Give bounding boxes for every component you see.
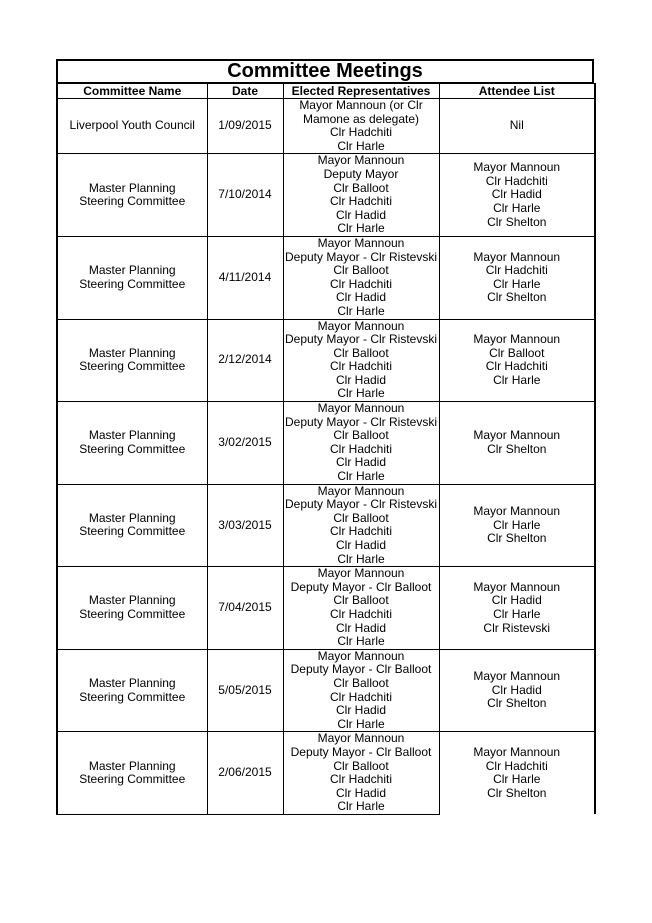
- elected-representatives-cell: [283, 649, 439, 732]
- attendee-name: Clr Shelton: [487, 785, 547, 800]
- attendee-name: Clr Harle: [493, 276, 541, 291]
- date-cell: 4/11/2014: [207, 236, 283, 319]
- representative-name: Mayor Mannoun: [317, 401, 405, 416]
- meetings-table-body: [57, 99, 595, 815]
- representative-name: Mayor Mannoun: [317, 153, 405, 168]
- representative-name: Clr Balloot: [333, 180, 389, 195]
- table-row: [57, 402, 595, 485]
- representative-name: Clr Balloot: [333, 428, 389, 443]
- attendee-list-cell: [439, 402, 595, 485]
- header-committee-name: Committee Name: [57, 84, 207, 99]
- representative-name: Clr Hadid: [335, 290, 386, 305]
- representative-name: Clr Balloot: [333, 345, 389, 360]
- attendee-name: Nil: [509, 118, 524, 133]
- representative-name: Clr Hadid: [335, 372, 386, 387]
- representative-name: Deputy Mayor - Clr Balloot: [290, 662, 432, 677]
- attendee-name: Mayor Mannoun: [473, 745, 561, 760]
- representative-name: Mayor Mannoun: [317, 648, 405, 663]
- representative-name: Clr Hadchiti: [329, 359, 392, 374]
- header-attendee-list: Attendee List: [439, 84, 595, 99]
- representative-name: Clr Hadchiti: [329, 689, 392, 704]
- elected-representatives-cell: [283, 154, 439, 237]
- attendee-name: Mayor Mannoun: [473, 669, 561, 684]
- representative-name: Clr Hadchiti: [329, 772, 392, 787]
- attendee-name: Clr Shelton: [487, 696, 547, 711]
- representative-name: Clr Harle: [337, 138, 385, 153]
- representative-name: Clr Harle: [337, 634, 385, 649]
- attendee-name: Mayor Mannoun: [473, 579, 561, 594]
- elected-representatives-cell: [283, 567, 439, 650]
- attendee-name: Clr Harle: [493, 517, 541, 532]
- attendee-name: Clr Hadid: [491, 187, 542, 202]
- representative-name: Mayor Mannoun: [317, 318, 405, 333]
- representative-name: Mamone as delegate): [302, 111, 420, 126]
- attendee-list-cell: [439, 484, 595, 567]
- representative-name: Deputy Mayor - Clr Ristevski: [284, 497, 438, 512]
- representative-name: Clr Balloot: [333, 593, 389, 608]
- committee-name-cell: Master Planning Steering Committee: [57, 567, 207, 650]
- committee-name-cell: Master Planning Steering Committee: [57, 402, 207, 485]
- attendee-name: Clr Balloot: [489, 345, 545, 360]
- attendee-name: Clr Shelton: [487, 290, 547, 305]
- representative-name: Clr Harle: [337, 469, 385, 484]
- attendee-list-cell: [439, 567, 595, 650]
- committee-meetings-sheet: [56, 59, 594, 815]
- attendee-name: Clr Hadchiti: [485, 359, 548, 374]
- representative-name: Mayor Mannoun (or Clr: [299, 98, 423, 112]
- elected-representatives-cell: [283, 732, 439, 815]
- representative-name: Clr Balloot: [333, 510, 389, 525]
- attendee-name: Mayor Mannoun: [473, 332, 561, 347]
- representative-name: Clr Harle: [337, 221, 385, 236]
- representative-name: Clr Harle: [337, 799, 385, 814]
- committee-name-cell: Master Planning Steering Committee: [57, 236, 207, 319]
- elected-representatives-cell: [283, 484, 439, 567]
- page-title: Committee Meetings: [56, 59, 594, 83]
- elected-representatives-cell: [283, 402, 439, 485]
- representative-name: Clr Hadid: [335, 455, 386, 470]
- elected-representatives-cell: [283, 319, 439, 402]
- representative-name: Clr Balloot: [333, 758, 389, 773]
- representative-name: Deputy Mayor - Clr Balloot: [290, 744, 432, 759]
- table-row: [57, 319, 595, 402]
- table-row: [57, 236, 595, 319]
- committee-name-cell: Master Planning Steering Committee: [57, 649, 207, 732]
- table-row: [57, 732, 595, 815]
- attendee-name: Clr Hadchiti: [485, 173, 548, 188]
- representative-name: Clr Hadchiti: [329, 194, 392, 209]
- date-cell: 1/09/2015: [207, 99, 283, 154]
- attendee-name: Clr Shelton: [487, 214, 547, 229]
- representative-name: Clr Hadid: [335, 207, 386, 222]
- representative-name: Clr Harle: [337, 386, 385, 401]
- representative-name: Clr Hadid: [335, 538, 386, 552]
- table-row: [57, 99, 595, 154]
- table-row: [57, 154, 595, 237]
- representative-name: Clr Harle: [337, 303, 385, 318]
- representative-name: Clr Balloot: [333, 263, 389, 278]
- representative-name: Clr Hadchiti: [329, 606, 392, 621]
- attendee-list-cell: [439, 236, 595, 319]
- elected-representatives-cell: [283, 99, 439, 154]
- representative-name: Mayor Mannoun: [317, 235, 405, 250]
- attendee-name: Clr Hadid: [491, 682, 542, 697]
- representative-name: Clr Harle: [337, 716, 385, 731]
- committee-name-cell: Master Planning Steering Committee: [57, 732, 207, 815]
- representative-name: Deputy Mayor - Clr Ristevski: [284, 414, 438, 429]
- representative-name: Deputy Mayor - Clr Ristevski: [284, 332, 438, 347]
- representative-name: Clr Hadchiti: [329, 524, 392, 539]
- attendee-name: Clr Harle: [493, 772, 541, 787]
- attendee-name: Mayor Mannoun: [473, 504, 561, 519]
- representative-name: Deputy Mayor - Clr Ristevski: [284, 249, 438, 264]
- attendee-name: Mayor Mannoun: [473, 160, 561, 175]
- committee-name-cell: Master Planning Steering Committee: [57, 154, 207, 237]
- attendee-list-cell: [439, 154, 595, 237]
- meetings-table: [56, 83, 596, 815]
- attendee-name: Mayor Mannoun: [473, 249, 561, 264]
- representative-name: Clr Balloot: [333, 675, 389, 690]
- table-row: [57, 567, 595, 650]
- attendee-name: Clr Harle: [493, 200, 541, 215]
- representative-name: Clr Hadid: [335, 620, 386, 635]
- representative-name: Clr Hadchiti: [329, 441, 392, 456]
- date-cell: 2/06/2015: [207, 732, 283, 815]
- attendee-name: Clr Harle: [493, 606, 541, 621]
- representative-name: Mayor Mannoun: [317, 731, 405, 746]
- table-row: [57, 649, 595, 732]
- attendee-name: Clr Hadchiti: [485, 263, 548, 278]
- representative-name: Clr Hadid: [335, 785, 386, 800]
- representative-name: Clr Hadchiti: [329, 125, 392, 140]
- header-elected-representatives: Elected Representatives: [283, 84, 439, 99]
- date-cell: 2/12/2014: [207, 319, 283, 402]
- representative-name: Mayor Mannoun: [317, 483, 405, 498]
- representative-name: Deputy Mayor: [323, 166, 399, 181]
- attendee-list-cell: [439, 732, 595, 815]
- representative-name: Clr Hadid: [335, 703, 386, 718]
- attendee-list-cell: [439, 649, 595, 732]
- attendee-name: Clr Hadchiti: [485, 758, 548, 773]
- committee-name-cell: Master Planning Steering Committee: [57, 319, 207, 402]
- committee-name-cell: Liverpool Youth Council: [57, 99, 207, 154]
- date-cell: 5/05/2015: [207, 649, 283, 732]
- attendee-list-cell: [439, 319, 595, 402]
- date-cell: 3/02/2015: [207, 402, 283, 485]
- attendee-name: Mayor Mannoun: [473, 428, 561, 443]
- table-row: [57, 484, 595, 567]
- attendee-name: Clr Shelton: [487, 531, 547, 546]
- attendee-name: Clr Hadid: [491, 593, 542, 608]
- elected-representatives-cell: [283, 236, 439, 319]
- attendee-name: Clr Ristevski: [483, 620, 551, 635]
- header-row: [57, 84, 595, 99]
- committee-name-cell: Master Planning Steering Committee: [57, 484, 207, 567]
- attendee-list-cell: [439, 99, 595, 154]
- attendee-name: Clr Shelton: [487, 441, 547, 456]
- representative-name: Clr Hadchiti: [329, 276, 392, 291]
- attendee-name: Clr Harle: [493, 372, 541, 387]
- date-cell: 3/03/2015: [207, 484, 283, 567]
- representative-name: Deputy Mayor - Clr Balloot: [290, 579, 432, 594]
- representative-name: Mayor Mannoun: [317, 566, 405, 581]
- header-date: Date: [207, 84, 283, 99]
- date-cell: 7/04/2015: [207, 567, 283, 650]
- date-cell: 7/10/2014: [207, 154, 283, 237]
- representative-name: Clr Harle: [337, 551, 385, 566]
